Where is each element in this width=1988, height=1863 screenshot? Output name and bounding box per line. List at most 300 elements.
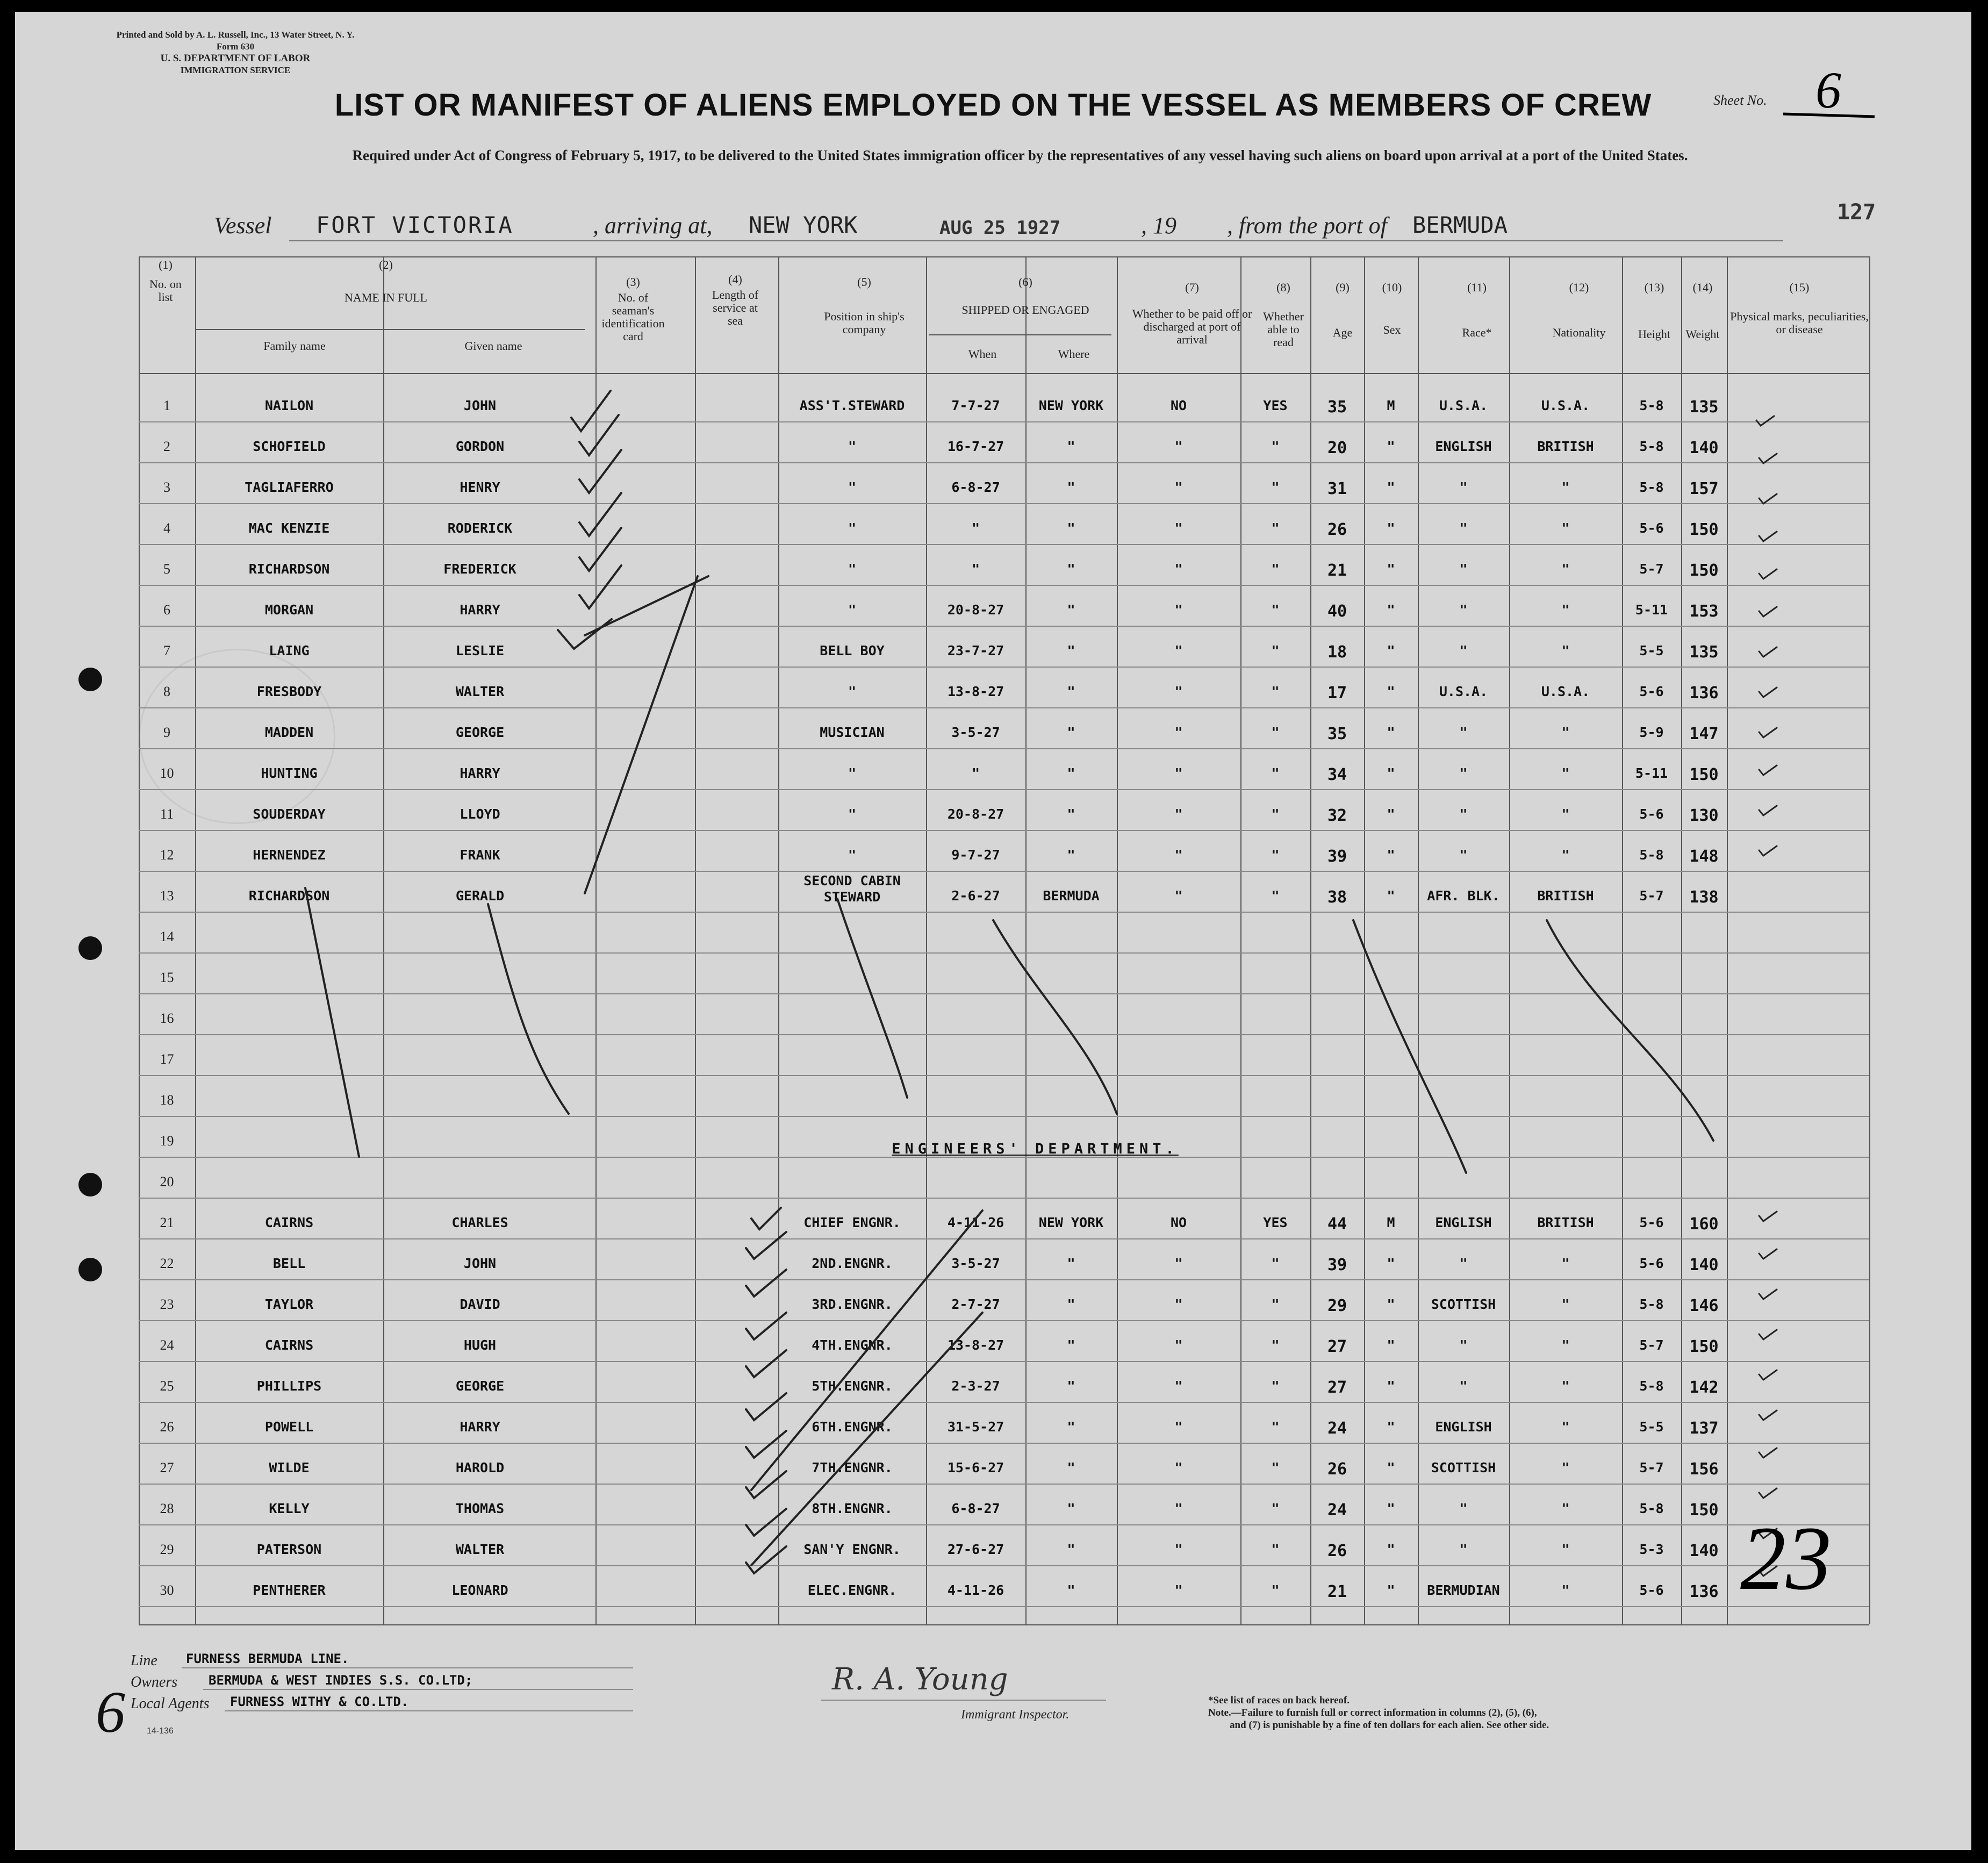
- cell-sex: ": [1387, 888, 1395, 904]
- weight-checks: [1756, 416, 1777, 1576]
- row-number: 21: [160, 1215, 174, 1230]
- cell-paid: ": [1174, 1501, 1183, 1516]
- footer-rule: [203, 1689, 633, 1690]
- cell-read: ": [1271, 602, 1280, 618]
- col-number: (1): [159, 258, 173, 271]
- cell-position: ": [848, 439, 857, 454]
- cell-height: 5-6: [1639, 1582, 1664, 1598]
- cell-age: 35: [1327, 398, 1347, 417]
- cell-when: 27-6-27: [947, 1542, 1004, 1557]
- cell-nationality: ": [1561, 1256, 1570, 1271]
- cell-given: LEONARD: [451, 1582, 508, 1598]
- col-number: (12): [1569, 281, 1589, 294]
- cell-read: YES: [1263, 1215, 1288, 1230]
- cell-where: ": [1067, 847, 1075, 863]
- cell-paid: ": [1174, 520, 1183, 536]
- check-mark: [746, 1393, 786, 1420]
- row-number: 28: [160, 1501, 174, 1516]
- cell-when: 4-11-26: [947, 1215, 1004, 1230]
- cell-position: ASS'T.STEWARD: [799, 398, 905, 413]
- row-number: 7: [163, 643, 170, 658]
- header-race: Race*: [1462, 326, 1492, 339]
- cell-given: HARRY: [460, 765, 500, 781]
- cell-nationality: ": [1561, 1582, 1570, 1598]
- check-mark: [579, 493, 621, 536]
- check-mark: [579, 528, 621, 571]
- cell-read: ": [1271, 1378, 1280, 1394]
- cell-age: 26: [1327, 1460, 1347, 1479]
- cell-read: ": [1271, 1419, 1280, 1435]
- owners-value: BERMUDA & WEST INDIES S.S. CO.LTD;: [209, 1673, 473, 1688]
- cell-age: 24: [1327, 1501, 1347, 1520]
- cell-nationality: ": [1561, 765, 1570, 781]
- col-number: (11): [1467, 281, 1487, 294]
- strike-line: [585, 576, 708, 635]
- cell-weight: 157: [1689, 479, 1719, 498]
- cell-sex: ": [1387, 1419, 1395, 1435]
- cell-age: 29: [1327, 1296, 1347, 1315]
- cell-nationality: ": [1561, 1542, 1570, 1557]
- header-where: Where: [1058, 347, 1090, 361]
- cell-given: CHARLES: [451, 1215, 508, 1230]
- cell-height: 5-6: [1639, 1215, 1664, 1230]
- check-mark: [579, 565, 621, 608]
- cell-read: ": [1271, 1542, 1280, 1557]
- cell-given: RODERICK: [447, 520, 513, 536]
- cell-read: ": [1271, 1582, 1280, 1598]
- strike-line: [993, 920, 1117, 1114]
- cell-age: 31: [1327, 479, 1347, 498]
- cell-height: 5-6: [1639, 806, 1664, 822]
- cell-sex: ": [1387, 1378, 1395, 1394]
- cell-given: GERALD: [455, 888, 505, 904]
- cell-where: BERMUDA: [1043, 888, 1100, 904]
- cell-age: 18: [1327, 643, 1347, 662]
- cell-height: 5-8: [1639, 1378, 1664, 1394]
- row-number: 4: [163, 520, 170, 536]
- col-number: (7): [1185, 281, 1199, 294]
- cell-height: 5-6: [1639, 520, 1664, 536]
- cell-position: 2ND.ENGNR.: [812, 1256, 893, 1271]
- cell-nationality: ": [1561, 1460, 1570, 1475]
- cell-weight: 142: [1689, 1378, 1719, 1397]
- cell-height: 5-11: [1635, 765, 1668, 781]
- cell-sex: ": [1387, 725, 1395, 740]
- cell-read: ": [1271, 684, 1280, 699]
- cell-nationality: ": [1561, 1378, 1570, 1394]
- cell-given: FREDERICK: [443, 561, 516, 577]
- cell-where: ": [1067, 602, 1075, 618]
- col-number: (15): [1789, 281, 1810, 294]
- cell-race: ": [1459, 1378, 1468, 1394]
- cell-position: ": [848, 684, 857, 699]
- cell-when: 2-6-27: [951, 888, 1000, 904]
- strike-line: [1353, 920, 1466, 1173]
- cell-family: FRESBODY: [256, 684, 322, 699]
- cell-given: GEORGE: [455, 725, 505, 740]
- header-length-service: Length of service at sea: [712, 288, 759, 327]
- check-mark: [571, 391, 611, 431]
- cell-position: ": [848, 806, 857, 822]
- cell-read: ": [1271, 1256, 1280, 1271]
- cell-weight: 147: [1689, 725, 1719, 743]
- cell-age: 40: [1327, 602, 1347, 621]
- cell-age: 17: [1327, 684, 1347, 703]
- cell-sex: ": [1387, 1460, 1395, 1475]
- cell-family: PATERSON: [256, 1542, 322, 1557]
- cell-paid: ": [1174, 479, 1183, 495]
- cell-when: 2-7-27: [951, 1296, 1000, 1312]
- cell-position: 8TH.ENGNR.: [812, 1501, 893, 1516]
- cell-family: NAILON: [264, 398, 314, 413]
- cell-where: ": [1067, 561, 1075, 577]
- row-number: 3: [163, 479, 170, 495]
- cell-where: ": [1067, 725, 1075, 740]
- cell-family: BELL: [272, 1256, 306, 1271]
- cell-family: MORGAN: [264, 602, 314, 618]
- footnote: and (7) is punishable by a fine of ten dollars for each alien. See other side.: [1230, 1719, 1549, 1731]
- cell-when: 31-5-27: [947, 1419, 1004, 1435]
- cell-when: 13-8-27: [947, 684, 1004, 699]
- cell-height: 5-6: [1639, 1256, 1664, 1271]
- header-height: Height: [1638, 327, 1670, 341]
- tally-count: 23: [1740, 1508, 1832, 1609]
- row-number: 19: [160, 1133, 174, 1149]
- cell-age: 20: [1327, 439, 1347, 457]
- cell-read: ": [1271, 479, 1280, 495]
- cell-weight: 150: [1689, 1337, 1719, 1356]
- cell-paid: ": [1174, 684, 1183, 699]
- cell-paid: ": [1174, 1256, 1183, 1271]
- cell-sex: ": [1387, 1542, 1395, 1557]
- cell-family: MADDEN: [264, 725, 314, 740]
- cell-given: HARRY: [460, 602, 500, 618]
- row-number: 27: [160, 1460, 174, 1475]
- cell-race: ": [1459, 765, 1468, 781]
- cell-nationality: U.S.A.: [1541, 684, 1590, 699]
- cell-sex: M: [1387, 1215, 1395, 1230]
- cell-nationality: BRITISH: [1537, 888, 1594, 904]
- cell-where: NEW YORK: [1038, 1215, 1104, 1230]
- cell-given: DAVID: [460, 1296, 500, 1312]
- cell-given: JOHN: [463, 1256, 497, 1271]
- form-code: 14-136: [147, 1726, 174, 1736]
- cell-read: YES: [1263, 398, 1288, 413]
- row-number: 25: [160, 1378, 174, 1394]
- cell-sex: ": [1387, 1296, 1395, 1312]
- cell-read: ": [1271, 1460, 1280, 1475]
- cell-sex: ": [1387, 520, 1395, 536]
- cell-nationality: ": [1561, 725, 1570, 740]
- cell-when: ": [971, 561, 980, 577]
- agents-value: FURNESS WITHY & CO.LTD.: [230, 1694, 409, 1709]
- check-mark: [746, 1270, 786, 1296]
- cell-given: GORDON: [455, 439, 505, 454]
- cell-height: 5-8: [1639, 1501, 1664, 1516]
- header-seaman-card: No. of seaman's identification card: [601, 291, 665, 343]
- cell-race: U.S.A.: [1439, 684, 1488, 699]
- cell-given: LESLIE: [455, 643, 505, 658]
- cell-where: ": [1067, 765, 1075, 781]
- cell-nationality: BRITISH: [1537, 1215, 1594, 1230]
- cell-age: 21: [1327, 561, 1347, 580]
- cell-race: ": [1459, 479, 1468, 495]
- cell-family: PHILLIPS: [256, 1378, 322, 1394]
- cell-paid: ": [1174, 1378, 1183, 1394]
- cell-given: WALTER: [455, 1542, 505, 1557]
- cell-position: ": [848, 561, 857, 577]
- row-number: 18: [160, 1092, 174, 1108]
- cell-where: ": [1067, 479, 1075, 495]
- service-line: IMMIGRATION SERVICE: [180, 65, 291, 75]
- cell-paid: ": [1174, 806, 1183, 822]
- cell-paid: ": [1174, 765, 1183, 781]
- col-number: (3): [626, 275, 640, 289]
- cell-given: THOMAS: [455, 1501, 505, 1516]
- cell-read: ": [1271, 1337, 1280, 1353]
- cell-position: BELL BOY: [820, 643, 885, 658]
- cell-race: ": [1459, 602, 1468, 618]
- cell-given: HUGH: [463, 1337, 497, 1353]
- cell-height: 5-7: [1639, 1337, 1664, 1353]
- row-number: 10: [160, 765, 174, 781]
- cell-weight: 138: [1689, 888, 1719, 907]
- cell-when: 4-11-26: [947, 1582, 1004, 1598]
- cell-when: 23-7-27: [947, 643, 1004, 658]
- cell-age: 26: [1327, 520, 1347, 539]
- cell-weight: 137: [1689, 1419, 1719, 1438]
- date-stamp: AUG 25 1927: [939, 217, 1061, 239]
- row-number: 6: [163, 602, 170, 618]
- cell-nationality: ": [1561, 1296, 1570, 1312]
- cell-race: BERMUDIAN: [1427, 1582, 1500, 1598]
- cell-when: 20-8-27: [947, 806, 1004, 822]
- row-number: 22: [160, 1256, 174, 1271]
- col-number: (5): [857, 275, 871, 289]
- cell-height: 5-6: [1639, 684, 1664, 699]
- vessel-label: Vessel: [214, 212, 272, 239]
- cell-read: ": [1271, 1501, 1280, 1516]
- arrival-port: NEW YORK: [749, 212, 858, 238]
- page-mark: 6: [96, 1679, 125, 1745]
- cell-family: PENTHERER: [253, 1582, 326, 1598]
- cell-sex: ": [1387, 847, 1395, 863]
- cell-nationality: ": [1561, 520, 1570, 536]
- cell-race: ENGLISH: [1435, 439, 1492, 454]
- row-number: 15: [160, 970, 174, 985]
- header-physical-marks: Physical marks, peculiarities, or disease: [1730, 310, 1869, 336]
- cell-weight: 150: [1689, 520, 1719, 539]
- header-able-read: Whether able to read: [1263, 310, 1304, 349]
- cell-age: 32: [1327, 806, 1347, 825]
- cell-age: 39: [1327, 847, 1347, 866]
- cell-nationality: ": [1561, 847, 1570, 863]
- cell-race: ": [1459, 1337, 1468, 1353]
- row-number: 16: [160, 1011, 174, 1026]
- row-number: 13: [160, 888, 174, 904]
- page-number: 127: [1837, 200, 1876, 225]
- cell-weight: 140: [1689, 1542, 1719, 1560]
- cell-weight: 153: [1689, 602, 1719, 621]
- cell-family: LAING: [269, 643, 310, 658]
- cell-sex: ": [1387, 1582, 1395, 1598]
- inspector-label: Immigrant Inspector.: [961, 1708, 1070, 1722]
- row-number: 26: [160, 1419, 174, 1435]
- cell-family: TAYLOR: [264, 1296, 314, 1312]
- manifest-sheet: [15, 12, 1971, 1850]
- cell-weight: 150: [1689, 1501, 1719, 1520]
- strike-line: [305, 888, 359, 1157]
- cell-sex: ": [1387, 602, 1395, 618]
- col-number: (13): [1644, 281, 1664, 294]
- cell-where: ": [1067, 439, 1075, 454]
- departure-port: BERMUDA: [1412, 212, 1508, 238]
- cell-paid: ": [1174, 1542, 1183, 1557]
- cell-when: 2-3-27: [951, 1378, 1000, 1394]
- header-when: When: [968, 347, 997, 361]
- cell-when: 6-8-27: [951, 479, 1000, 495]
- cell-read: ": [1271, 643, 1280, 658]
- header-shipped: SHIPPED OR ENGAGED: [961, 303, 1089, 317]
- signature-rule: [821, 1700, 1106, 1701]
- cell-race: ENGLISH: [1435, 1215, 1492, 1230]
- row-number: 29: [160, 1542, 174, 1557]
- cell-height: 5-8: [1639, 479, 1664, 495]
- inspector-signature: R. A. Young: [832, 1662, 1008, 1697]
- cell-paid: ": [1174, 1337, 1183, 1353]
- cell-paid: ": [1174, 725, 1183, 740]
- cell-weight: 156: [1689, 1460, 1719, 1479]
- row-number: 8: [163, 684, 170, 699]
- department-line: U. S. DEPARTMENT OF LABOR: [160, 53, 311, 64]
- check-mark: [579, 415, 619, 455]
- cell-position: 4TH.ENGNR.: [812, 1337, 893, 1353]
- header-given-name: Given name: [464, 339, 522, 353]
- cell-where: ": [1067, 1296, 1075, 1312]
- cell-family: WILDE: [269, 1460, 310, 1475]
- row-number: 23: [160, 1296, 174, 1312]
- col-number: (14): [1692, 281, 1713, 294]
- cell-nationality: ": [1561, 1337, 1570, 1353]
- cell-family: CAIRNS: [264, 1337, 314, 1353]
- cell-weight: 130: [1689, 806, 1719, 825]
- row-number: 17: [160, 1051, 174, 1067]
- cell-family: POWELL: [264, 1419, 314, 1435]
- cell-when: 7-7-27: [951, 398, 1000, 413]
- cell-race: ": [1459, 1501, 1468, 1516]
- row-number: 20: [160, 1174, 174, 1190]
- check-mark: [746, 1313, 786, 1339]
- cell-nationality: ": [1561, 479, 1570, 495]
- cell-weight: 140: [1689, 439, 1719, 457]
- col-number: (8): [1276, 281, 1290, 294]
- cell-weight: 135: [1689, 643, 1719, 662]
- row-number: 14: [160, 929, 174, 944]
- cell-when: 9-7-27: [951, 847, 1000, 863]
- cell-given: FRANK: [460, 847, 500, 863]
- cell-family: HUNTING: [261, 765, 318, 781]
- cell-family: SCHOFIELD: [253, 439, 326, 454]
- line-value: FURNESS BERMUDA LINE.: [186, 1651, 349, 1666]
- cell-weight: 148: [1689, 847, 1719, 866]
- cell-family: CAIRNS: [264, 1215, 314, 1230]
- cell-paid: ": [1174, 1460, 1183, 1475]
- cell-given: HARRY: [460, 1419, 500, 1435]
- cell-paid: ": [1174, 1296, 1183, 1312]
- cell-sex: ": [1387, 439, 1395, 454]
- arriving-label: , arriving at,: [593, 212, 713, 239]
- cell-race: ": [1459, 561, 1468, 577]
- cell-nationality: ": [1561, 1501, 1570, 1516]
- cell-height: 5-7: [1639, 561, 1664, 577]
- cell-nationality: ": [1561, 602, 1570, 618]
- cell-nationality: ": [1561, 806, 1570, 822]
- cell-when: 3-5-27: [951, 725, 1000, 740]
- cell-where: ": [1067, 520, 1075, 536]
- cell-paid: ": [1174, 602, 1183, 618]
- header-weight: Weight: [1685, 327, 1720, 341]
- cell-race: ": [1459, 725, 1468, 740]
- cell-weight: 136: [1689, 684, 1719, 703]
- cell-race: U.S.A.: [1439, 398, 1488, 413]
- check-mark: [746, 1471, 786, 1498]
- cell-read: ": [1271, 765, 1280, 781]
- cell-family: TAGLIAFERRO: [245, 479, 334, 495]
- line-label: Line: [131, 1652, 157, 1669]
- header-paid-off: Whether to be paid off or discharged at port of arrival: [1132, 307, 1252, 346]
- cell-race: ": [1459, 643, 1468, 658]
- cell-weight: 160: [1689, 1215, 1719, 1234]
- cell-position: ELEC.ENGNR.: [807, 1582, 897, 1598]
- cell-race: SCOTTISH: [1431, 1296, 1496, 1312]
- cell-when: 16-7-27: [947, 439, 1004, 454]
- from-port-label: , from the port of: [1227, 212, 1387, 239]
- cell-where: ": [1067, 1582, 1075, 1598]
- cell-height: 5-3: [1639, 1542, 1664, 1557]
- cell-height: 5-8: [1639, 1296, 1664, 1312]
- owners-label: Owners: [131, 1674, 178, 1690]
- cell-read: ": [1271, 520, 1280, 536]
- cell-where: ": [1067, 1460, 1075, 1475]
- cell-when: 6-8-27: [951, 1501, 1000, 1516]
- cell-family: MAC KENZIE: [248, 520, 330, 536]
- header-name-in-full: NAME IN FULL: [345, 291, 427, 304]
- page-subtitle: Required under Act of Congress of February 5, 1917, to be delivered to the United States immigration officer by the representatives of any vessel having such aliens on board upon arrival at a port of the United States.: [352, 147, 1688, 163]
- cell-where: ": [1067, 1256, 1075, 1271]
- cell-nationality: ": [1561, 561, 1570, 577]
- cell-sex: ": [1387, 765, 1395, 781]
- row-number: 5: [163, 561, 170, 577]
- cell-age: 34: [1327, 765, 1347, 784]
- cell-given: WALTER: [455, 684, 505, 699]
- cell-given: HAROLD: [455, 1460, 505, 1475]
- cell-when: 13-8-27: [947, 1337, 1004, 1353]
- cell-family: HERNENDEZ: [253, 847, 326, 863]
- cell-race: ": [1459, 520, 1468, 536]
- row-number: 9: [163, 725, 170, 740]
- cell-position: 5TH.ENGNR.: [812, 1378, 893, 1394]
- header-nationality: Nationality: [1552, 326, 1606, 339]
- cell-age: 21: [1327, 1582, 1347, 1601]
- cell-paid: ": [1174, 1419, 1183, 1435]
- check-mark: [579, 450, 621, 493]
- cell-height: 5-9: [1639, 725, 1664, 740]
- cell-read: ": [1271, 806, 1280, 822]
- row-number: 1: [163, 398, 170, 413]
- agents-label: Local Agents: [131, 1695, 210, 1712]
- col-number: (10): [1382, 281, 1402, 294]
- header-position: Position in ship's company: [824, 310, 905, 336]
